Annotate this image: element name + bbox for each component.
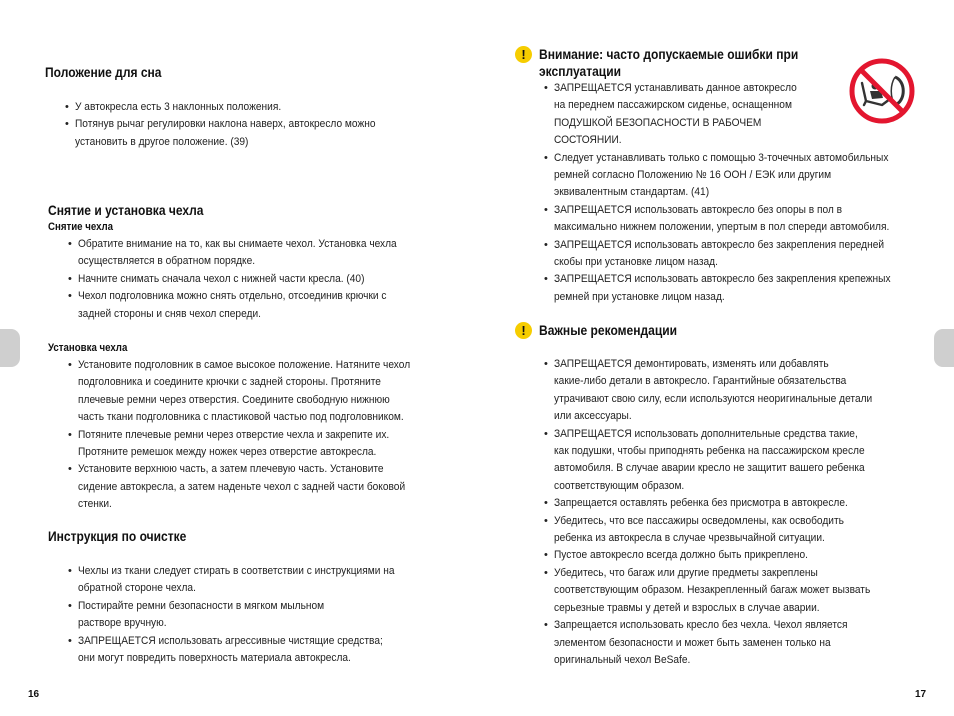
- list-item-line: задней стороны и сняв чехол спереди.: [78, 307, 261, 320]
- list-item-line: • Запрещается оставлять ребенка без присмотра в автокресле.: [554, 497, 848, 510]
- list-item-line: • Запрещается использовать кресло без чехла. Чехол является: [554, 619, 848, 632]
- cover-install-subheading: Установка чехла: [48, 342, 128, 354]
- list-item-line: соответствующим образом.: [554, 479, 685, 492]
- list-item: [68, 427, 447, 462]
- list-item-line: на переднем пассажирском сиденье, оснащенном: [554, 99, 792, 112]
- list-item-line: ребенка из автокресла в случае чрезвычайной ситуации.: [554, 532, 825, 545]
- list-item-line: утрачивают свою силу, если используются неоригинальные детали: [554, 392, 873, 405]
- list-item-line: автомобиля. В случае аварии кресло не защитит вашего ребенка: [554, 462, 865, 475]
- list-item: [68, 288, 432, 323]
- list-item: [68, 236, 432, 271]
- list-item-line: • ЗАПРЕЩАЕТСЯ использовать автокресло без закрепления передней: [554, 238, 885, 251]
- list-item-line: часть ткани подголовника с пластиковой частью под подголовником.: [78, 411, 404, 424]
- warning-heading-line2: эксплуатации: [539, 63, 622, 79]
- list-item-line: • ЗАПРЕЩАЕТСЯ использовать дополнительные средства такие,: [554, 427, 858, 440]
- list-item: [544, 356, 908, 426]
- list-item-line: сидение автокресла, а затем наденьте чехол с задней части боковой: [78, 480, 406, 493]
- list-item-line: • ЗАПРЕЩАЕТСЯ использовать автокресло без опоры в пол в: [554, 203, 843, 216]
- list-item-line: ремней при установке лицом назад.: [554, 290, 725, 303]
- list-item: [544, 565, 908, 617]
- list-item: [544, 547, 908, 564]
- list-item-line: • Постирайте ремни безопасности в мягком мыльном: [78, 599, 325, 612]
- recommend-icon: !: [515, 322, 532, 339]
- list-item-line: • ЗАПРЕЩАЕТСЯ демонтировать, изменять или добавлять: [554, 358, 829, 370]
- sleep-position-list: [65, 99, 409, 151]
- list-item-line: • Пустое автокресло всегда должно быть прикреплено.: [554, 549, 809, 562]
- list-item-line: плечевые ремни через отверстия. Соедините свободную нижнюю: [78, 393, 390, 406]
- warning-icon: !: [515, 46, 532, 63]
- list-item-line: ремней согласно Положению № 16 ООН / ЕЭК или другим: [554, 169, 832, 182]
- list-item-line: • Установите верхнюю часть, а затем плечевую часть. Установите: [78, 463, 384, 476]
- list-item-line: они могут повредить поверхность материала автокресла.: [78, 652, 351, 665]
- warning-list: [544, 80, 928, 306]
- list-item: [68, 357, 447, 427]
- list-item-line: • ЗАПРЕЩАЕТСЯ устанавливать данное автокресло: [554, 82, 797, 94]
- cleaning-heading: Инструкция по очистке: [48, 528, 187, 544]
- cleaning-list: [68, 563, 430, 667]
- list-item: [544, 150, 928, 202]
- list-item-line: • Начните снимать сначала чехол с нижней части кресла. (40): [78, 272, 365, 285]
- list-item: [68, 271, 432, 288]
- page-number-right: 17: [915, 689, 927, 700]
- sleep-position-heading: Положение для сна: [45, 64, 162, 80]
- recommend-heading: Важные рекомендации: [539, 322, 678, 338]
- list-item-line: обратной стороне чехла.: [78, 582, 196, 595]
- list-item-line: • Обратите внимание на то, как вы снимаете чехол. Установка чехла: [78, 238, 397, 250]
- list-item-line: • Чехол подголовника можно снять отдельно, отсоединив крючки с: [78, 290, 387, 303]
- list-item-line: • Следует устанавливать только с помощью 3-точечных автомобильных: [554, 151, 889, 164]
- list-item: [68, 633, 430, 668]
- list-item-line: как подушки, чтобы приподнять ребенка на пассажирском кресле: [554, 445, 865, 458]
- list-item-line: оригинальный чехол BeSafe.: [554, 653, 691, 666]
- side-tab-right: [934, 329, 954, 367]
- list-item: [68, 461, 447, 513]
- recommend-list: [544, 356, 908, 669]
- list-item-line: соответствующим образом. Незакрепленный багаж может вызвать: [554, 584, 871, 597]
- list-item-line: максимально нижнем положении, упертым в пол спереди автомобиля.: [554, 221, 890, 234]
- list-item-line: • Потяните плечевые ремни через отверстие чехла и закрепите их.: [78, 428, 390, 441]
- list-item-line: какие-либо детали в автокресло. Гарантийные обязательства: [554, 375, 847, 388]
- cover-removal-subheading: Снятие чехла: [48, 221, 114, 233]
- list-item-line: элементом безопасности и может быть заменен только на: [554, 636, 831, 649]
- list-item-line: или аксессуары.: [554, 410, 632, 423]
- list-item-line: • ЗАПРЕЩАЕТСЯ использовать автокресло без закрепления крепежных: [554, 273, 891, 286]
- list-item-line: осуществляется в обратном порядке.: [78, 255, 256, 268]
- list-item: [544, 513, 908, 548]
- list-item: [544, 237, 928, 272]
- list-item: [65, 99, 409, 116]
- cover-heading: Снятие и установка чехла: [48, 202, 204, 218]
- list-item: [65, 116, 409, 151]
- list-item-line: • Чехлы из ткани следует стирать в соответствии с инструкциями на: [78, 565, 395, 577]
- list-item: [68, 563, 430, 598]
- list-item: [68, 598, 430, 633]
- list-item-line: СОСТОЯНИИ.: [554, 134, 622, 147]
- list-item-line: ПОДУШКОЙ БЕЗОПАСНОСТИ В РАБОЧЕМ: [554, 116, 762, 129]
- list-item-line: • ЗАПРЕЩАЕТСЯ использовать агрессивные чистящие средства;: [78, 634, 383, 647]
- list-item: [544, 426, 908, 496]
- list-item-line: установить в другое положение. (39): [75, 135, 249, 148]
- warning-heading-line1: Внимание: часто допускаемые ошибки при: [539, 46, 799, 62]
- list-item-line: стенки.: [78, 498, 112, 511]
- cover-install-list: [68, 357, 447, 514]
- list-item-line: Протяните ремешок между ножек через отверстие автокресла.: [78, 446, 377, 459]
- list-item-line: подголовника и соедините крючки с задней стороны. Протяните: [78, 376, 381, 389]
- list-item: [544, 202, 928, 237]
- list-item: [544, 495, 908, 512]
- list-item: [544, 617, 908, 669]
- list-item-line: • Убедитесь, что все пассажиры осведомлены, как освободить: [554, 514, 844, 527]
- side-tab-left: [0, 329, 20, 367]
- list-item-line: серьезные травмы у детей и взрослых в случае аварии.: [554, 601, 820, 614]
- list-item-line: • Убедитесь, что багаж или другие предметы закреплены: [554, 566, 818, 579]
- list-item-line: • Потянув рычаг регулировки наклона наверх, автокресло можно: [75, 118, 376, 131]
- list-item-line: • У автокресла есть 3 наклонных положения.: [75, 101, 282, 113]
- list-item-line: скобы при установке лицом назад.: [554, 256, 718, 269]
- list-item: [544, 80, 928, 150]
- list-item-line: растворе вручную.: [78, 617, 167, 630]
- cover-removal-list: [68, 236, 432, 323]
- list-item-line: эквивалентным стандартам. (41): [554, 186, 710, 199]
- list-item-line: • Установите подголовник в самое высокое положение. Натяните чехол: [78, 359, 411, 371]
- page-number-left: 16: [28, 689, 40, 700]
- list-item: [544, 271, 928, 306]
